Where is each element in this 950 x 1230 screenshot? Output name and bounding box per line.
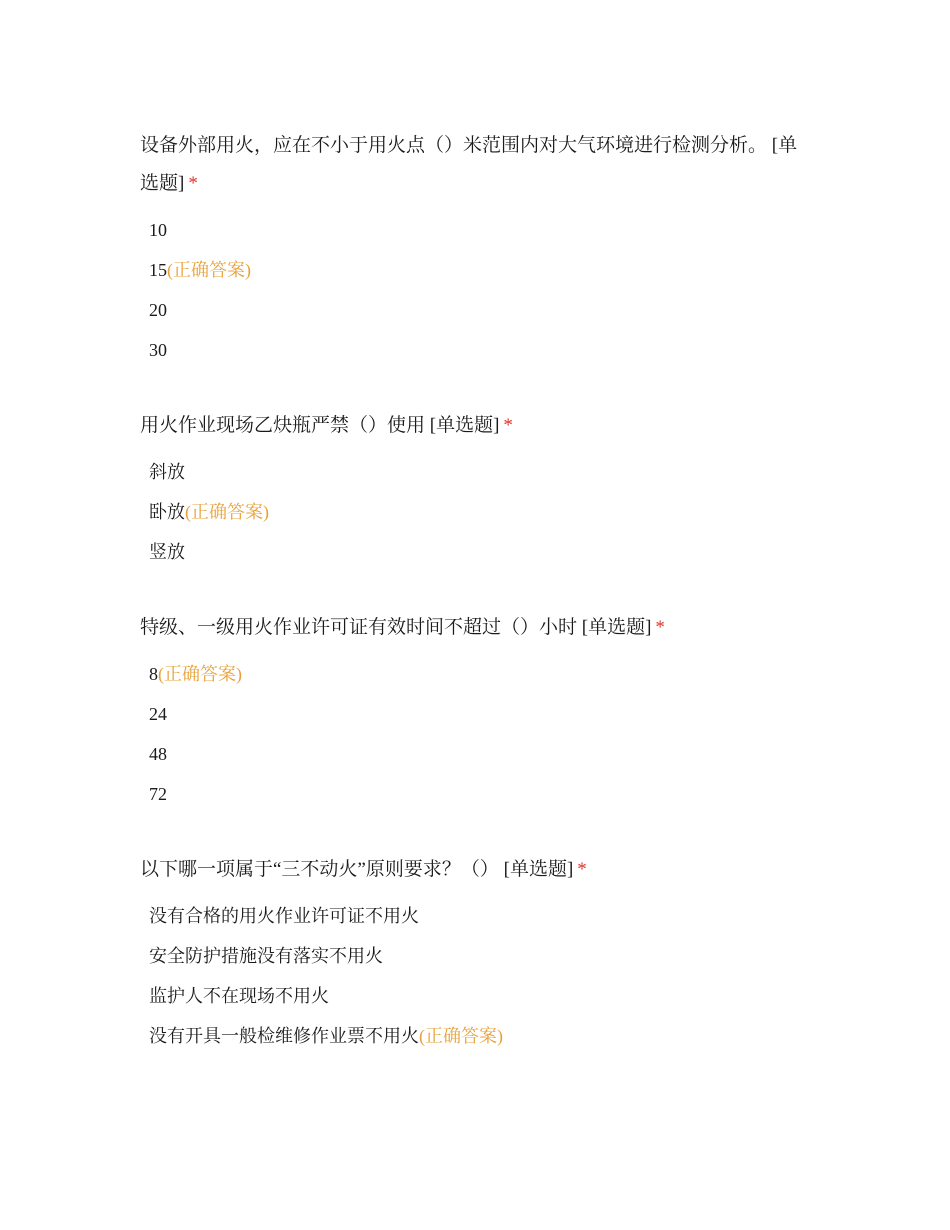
option-label: 竖放 <box>149 542 185 562</box>
option-label: 安全防护措施没有落实不用火 <box>149 946 383 966</box>
option-item[interactable] <box>140 290 810 330</box>
option-label: 8 <box>149 664 158 684</box>
option-item[interactable] <box>140 694 810 734</box>
question-title <box>140 609 810 647</box>
option-label: 没有合格的用火作业许可证不用火 <box>149 906 419 926</box>
option-list <box>140 452 810 572</box>
question-text: 以下哪一项属于“三不动火”原则要求？（） [单选题] <box>140 859 574 880</box>
option-item[interactable] <box>140 210 810 250</box>
question-2 <box>140 407 810 572</box>
option-item[interactable] <box>140 896 810 936</box>
correct-answer-marker: (正确答案) <box>158 664 242 684</box>
required-asterisk: * <box>503 415 513 436</box>
option-label: 20 <box>149 300 167 320</box>
option-item[interactable] <box>140 774 810 814</box>
option-label: 没有开具一般检维修作业票不用火 <box>149 1026 419 1046</box>
question-text: 设备外部用火，应在不小于用火点（）米范围内对大气环境进行检测分析。 [单选题] <box>140 135 798 194</box>
option-label: 15 <box>149 260 167 280</box>
option-item[interactable] <box>140 492 810 532</box>
option-item[interactable] <box>140 1016 810 1056</box>
option-label: 48 <box>149 744 167 764</box>
option-list <box>140 210 810 370</box>
option-item[interactable] <box>140 654 810 694</box>
option-list <box>140 654 810 814</box>
question-text: 用火作业现场乙炔瓶严禁（）使用 [单选题] <box>140 415 500 436</box>
option-label: 30 <box>149 340 167 360</box>
option-item[interactable] <box>140 936 810 976</box>
option-list <box>140 896 810 1056</box>
option-label: 卧放 <box>149 502 185 522</box>
question-title <box>140 851 810 889</box>
question-4 <box>140 851 810 1056</box>
required-asterisk: * <box>577 859 587 880</box>
question-1 <box>140 127 810 370</box>
question-text: 特级、一级用火作业许可证有效时间不超过（）小时 [单选题] <box>140 617 652 638</box>
option-item[interactable] <box>140 330 810 370</box>
option-item[interactable] <box>140 976 810 1016</box>
required-asterisk: * <box>188 173 198 194</box>
option-label: 72 <box>149 784 167 804</box>
option-item[interactable] <box>140 734 810 774</box>
required-asterisk: * <box>655 617 665 638</box>
option-item[interactable] <box>140 452 810 492</box>
question-title <box>140 407 810 445</box>
option-label: 斜放 <box>149 462 185 482</box>
question-3 <box>140 609 810 814</box>
correct-answer-marker: (正确答案) <box>419 1026 503 1046</box>
option-label: 10 <box>149 220 167 240</box>
option-item[interactable] <box>140 250 810 290</box>
question-title <box>140 127 810 203</box>
option-item[interactable] <box>140 532 810 572</box>
correct-answer-marker: (正确答案) <box>167 260 251 280</box>
option-label: 监护人不在现场不用火 <box>149 986 329 1006</box>
option-label: 24 <box>149 704 167 724</box>
correct-answer-marker: (正确答案) <box>185 502 269 522</box>
